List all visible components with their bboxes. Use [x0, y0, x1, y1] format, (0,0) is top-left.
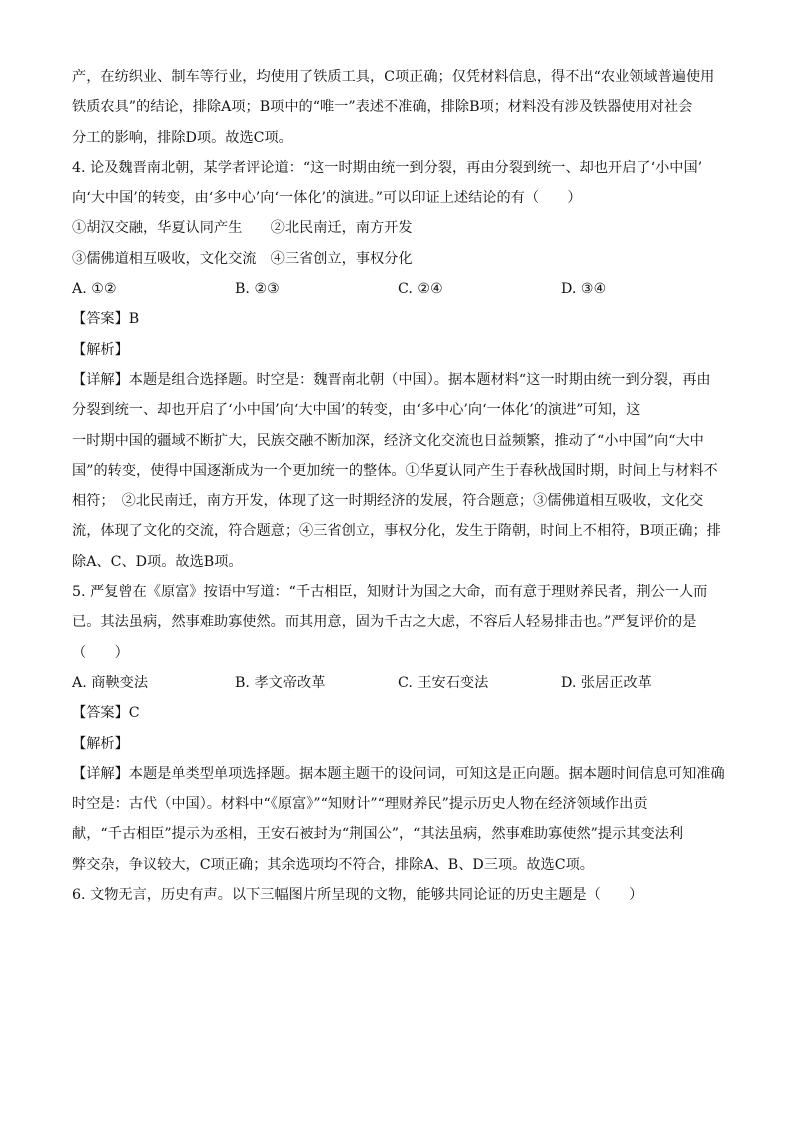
question-stem-line: 4. 论及魏晋南北朝，某学者评论道：“这一时期由统一到分裂，再由分裂到统一、却也开启了‘小中国’	[72, 159, 703, 176]
option-b: B. 孝文帝改革	[235, 674, 326, 691]
option-d: D. 张居正改革	[561, 674, 652, 691]
detail-line: 【详解】本题是单类型单项选择题。据本题主题干的设问词，可知这是正向题。据本题时间信息可知准确	[72, 765, 725, 782]
option-a: A. ①②	[72, 281, 117, 298]
detail-line: 【详解】本题是组合选择题。时空是：魏晋南北朝（中国）。据本题材料“这一时期由统一到分裂，再由	[72, 371, 711, 388]
detail-explanation	[72, 759, 732, 880]
detail-line: 时空是：古代（中国）。材料中“《原富》”“知财计”“理财养民”提示历史人物在经济领域作出贡	[72, 796, 648, 813]
answer-value: C	[128, 705, 140, 722]
detail-explanation	[72, 365, 732, 577]
option-c: C. ②④	[398, 281, 443, 298]
answer-options	[72, 274, 732, 304]
detail-line: 相符； ②北民南迁，南方开发，体现了这一时期经济的发展，符合题意；③儒佛道相互吸收，文化交	[72, 493, 704, 510]
option-c: C. 王安石变法	[398, 674, 489, 691]
detail-line: 除A、C、D项。故选B项。	[72, 553, 243, 570]
detail-line: 分裂到统一、却也开启了‘小中国’向‘大中国’的转变，由‘多中心’向‘一体化’的演进”可知，这	[72, 402, 641, 419]
detail-line: 国”的转变，使得中国逐渐成为一个更加统一的整体。①华夏认同产生于春秋战国时期，时间上与材料不	[72, 462, 718, 479]
question-stem-line: 向‘大中国’的转变，由‘多中心’向‘一体化’的演进。”可以印证上述结论的有（ ）	[72, 190, 582, 207]
question-item-line: ①胡汉交融，华夏认同产生 ②北民南迁，南方开发	[72, 220, 413, 237]
text-line: 分工的影响，排除D项。故选C项。	[72, 129, 293, 146]
question-4	[72, 153, 732, 577]
text-line: 铁质农具”的结论，排除A项；B项中的“唯一”表述不准确，排除B项；材料没有涉及铁器使用对社会	[72, 99, 693, 116]
answer-line	[72, 698, 732, 728]
detail-line: 流，体现了文化的交流，符合题意；④三省创立，事权分化，发生于隋朝，时间上不相符，B项正确；排	[72, 523, 721, 540]
question-stem-line: （ ）	[72, 644, 129, 661]
detail-line: 献，“千古相臣”提示为丞相，王安石被封为“荆国公”，“其法虽病，然事难助寡使然”提示其变法利	[72, 826, 684, 843]
question-stem-line: 6. 文物无言，历史有声。以下三幅图片所呈现的文物，能够共同论证的历史主题是（ ）	[72, 887, 644, 904]
question-item-line: ③儒佛道相互吸收，文化交流 ④三省创立，事权分化	[72, 250, 413, 267]
option-b: B. ②③	[235, 281, 280, 298]
option-d: D. ③④	[561, 281, 607, 298]
question-stem-line: 已。其法虽病，然事难助寡使然。而其用意，固为千古之大虑，不容后人轻易排击也。”严复评价的是	[72, 614, 697, 631]
option-a: A. 商鞅变法	[72, 674, 149, 691]
previous-analysis-tail	[72, 62, 732, 153]
answer-line	[72, 304, 732, 334]
answer-label: 【答案】	[72, 311, 129, 328]
analysis-label: 【解析】	[72, 735, 129, 752]
detail-line: 弊交杂，争议较大，C项正确；其余选项均不符合，排除A、B、D三项。故选C项。	[72, 856, 594, 873]
analysis-label: 【解析】	[72, 341, 129, 358]
answer-label: 【答案】	[72, 705, 129, 722]
question-stem-line: 5. 严复曾在《原富》按语中写道：“千古相臣，知财计为国之大命，而有意于理财养民者，荆公一人而	[72, 584, 708, 601]
answer-options	[72, 668, 732, 698]
question-5	[72, 577, 732, 880]
question-6	[72, 880, 732, 910]
detail-line: 一时期中国的疆域不断扩大，民族交融不断加深，经济文化交流也日益频繁，推动了“小中国”向“大中	[72, 432, 704, 449]
answer-value: B	[128, 311, 140, 328]
document-page	[72, 62, 732, 910]
text-line: 产，在纺织业、制车等行业，均使用了铁质工具，C项正确；仅凭材料信息，得不出“农业领域普遍使用	[72, 69, 715, 85]
